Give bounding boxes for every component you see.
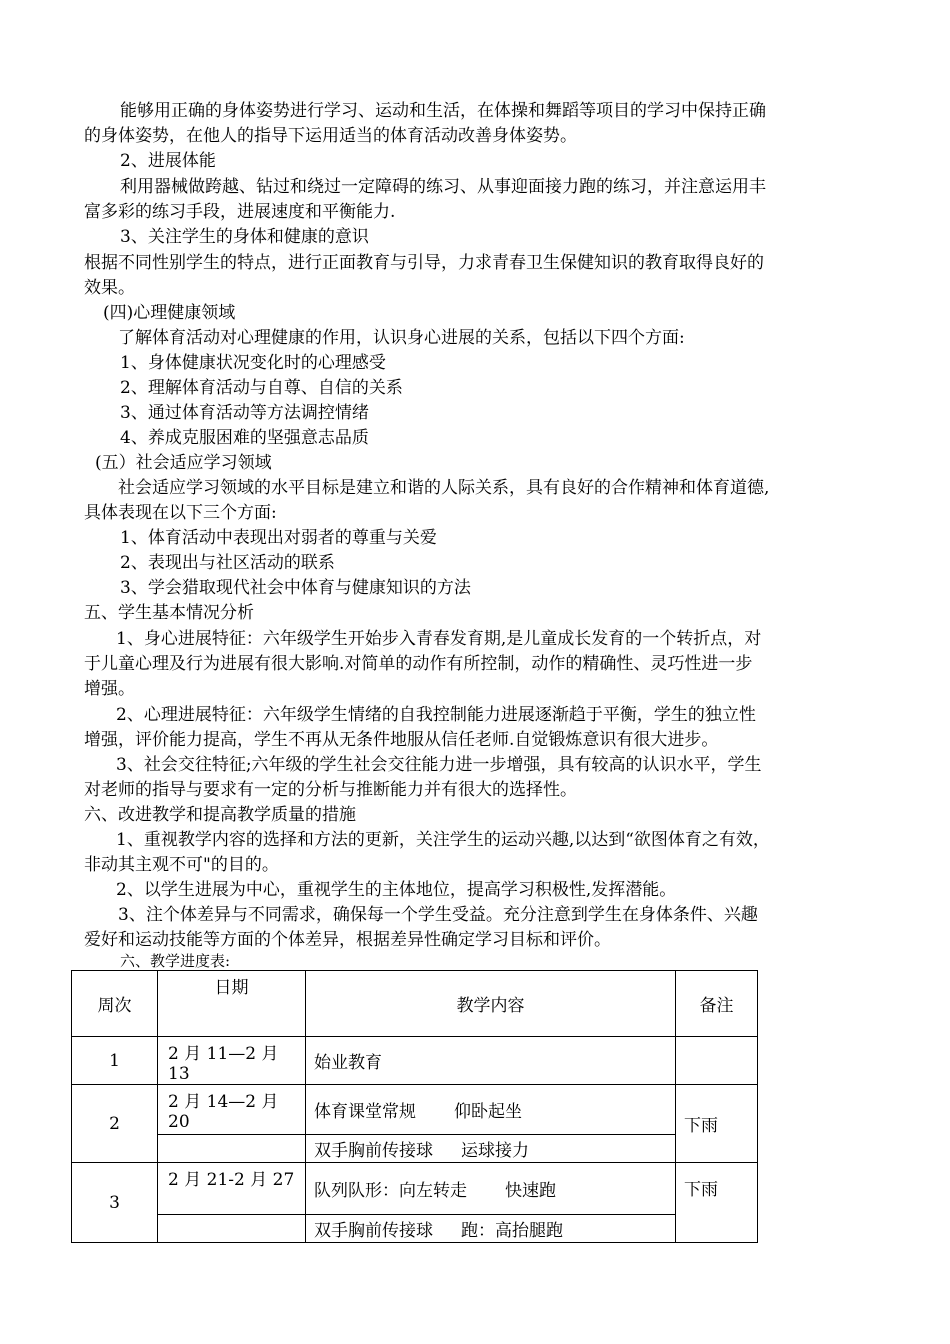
list-item: 3、学会猎取现代社会中体育与健康知识的方法 [120,578,471,598]
note-cell: 下雨 [676,1163,758,1243]
paragraph-line: 1、身心进展特征：六年级学生开始步入青春发育期,是儿童成长发育的一个转折点，对 [116,629,762,649]
paragraph-line: 社会适应学习领域的水平目标是建立和谐的人际关系，具有良好的合作精神和体育道德, [118,478,770,498]
paragraph-line: 2、以学生进展为中心，重视学生的主体地位，提高学习积极性,发挥潜能。 [116,880,677,900]
content-item: 双手胸前传接球 [314,1221,433,1241]
table-row [72,1163,758,1215]
paragraph-line: 1、重视教学内容的选择和方法的更新，关注学生的运动兴趣,以达到“欲图体育之有效， [116,830,770,850]
date-cell-empty [158,1215,306,1243]
table-caption: 六、教学进度表: [120,952,231,970]
week-cell: 3 [72,1163,158,1243]
content-item: 快速跑 [505,1181,556,1201]
content-item: 运球接力 [461,1141,529,1161]
paragraph-line: 非动其主观不可"的目的。 [84,855,279,875]
paragraph-line: 于儿童心理及行为进展有很大影响.对简单的动作有所控制，动作的精确性、灵巧性进一步 [84,654,753,674]
paragraph-line: 增强。 [84,679,135,699]
list-item: 3、通过体育活动等方法调控情绪 [120,403,369,423]
list-item: 4、养成克服困难的坚强意志品质 [120,428,369,448]
paragraph-line: 富多彩的练习手段，进展速度和平衡能力. [84,202,396,222]
header-content: 教学内容 [306,971,676,1037]
paragraph-line: 了解体育活动对心理健康的作用，认识身心进展的关系，包括以下四个方面: [118,328,685,348]
content-cell [306,1135,676,1163]
paragraph-line: 能够用正确的身体姿势进行学习、运动和生活，在体操和舞蹈等项目的学习中保持正确 [120,101,766,121]
paragraph-line: 的身体姿势，在他人的指导下运用适当的体育活动改善身体姿势。 [84,126,577,146]
section-heading: 六、改进教学和提高教学质量的措施 [84,805,356,825]
list-item: 1、体育活动中表现出对弱者的尊重与关爱 [120,528,437,548]
content-cell [306,1085,676,1135]
content-cell [306,1163,676,1215]
note-cell [676,1037,758,1085]
section-heading: 2、进展体能 [120,151,216,171]
list-item: 1、身体健康状况变化时的心理感受 [120,353,386,373]
note-cell: 下雨 [676,1085,758,1163]
header-note: 备注 [676,971,758,1037]
paragraph-line: 效果。 [84,278,135,298]
table-row [72,1085,758,1135]
paragraph-line: 对老师的指导与要求有一定的分析与推断能力并有很大的选择性。 [84,780,577,800]
table-row [72,1215,758,1243]
paragraph-line: 爱好和运动技能等方面的个体差异，根据差异性确定学习目标和评价。 [84,930,611,950]
date-cell-empty [158,1135,306,1163]
header-week: 周次 [72,971,158,1037]
table-row [72,1037,758,1085]
content-item: 队列队形：向左转走 [314,1181,467,1201]
paragraph-line: 2、心理进展特征：六年级学生情绪的自我控制能力进展逐渐趋于平衡，学生的独立性 [116,705,756,725]
section-heading: 五、学生基本情况分析 [84,603,254,623]
content-item: 体育课堂常规 [314,1102,416,1122]
table-header-row [72,971,758,1037]
section-heading: (四)心理健康领域 [103,303,236,323]
content-item: 仰卧起坐 [454,1102,522,1122]
header-date: 日期 [158,971,306,1037]
week-cell: 2 [72,1085,158,1163]
paragraph-line: 根据不同性别学生的特点，进行正面教育与引导，力求青春卫生保健知识的教育取得良好的 [84,253,764,273]
paragraph-line: 增强，评价能力提高，学生不再从无条件地服从信任老师.自觉锻炼意识有很大进步。 [84,730,719,750]
table-row [72,1135,758,1163]
date-cell: 2 月 14—2 月 20 [158,1085,306,1135]
section-heading: (五）社会适应学习领域 [95,453,272,473]
content-item: 双手胸前传接球 [314,1141,433,1161]
schedule-table [71,970,758,1243]
paragraph-line: 3、社会交往特征;六年级的学生社会交往能力进一步增强，具有较高的认识水平，学生 [116,755,762,775]
paragraph-line: 3、注个体差异与不同需求，确保每一个学生受益。充分注意到学生在身体条件、兴趣 [118,905,758,925]
list-item: 2、表现出与社区活动的联系 [120,553,335,573]
content-item: 跑：高抬腿跑 [461,1221,563,1241]
date-cell: 2 月 21-2 月 27 [158,1163,306,1215]
list-item: 2、理解体育活动与自尊、自信的关系 [120,378,403,398]
paragraph-line: 具体表现在以下三个方面: [84,503,277,523]
date-cell: 2 月 11—2 月 13 [158,1037,306,1085]
content-cell: 始业教育 [306,1037,676,1085]
section-heading: 3、关注学生的身体和健康的意识 [120,227,369,247]
paragraph-line: 利用器械做跨越、钻过和绕过一定障碍的练习、从事迎面接力跑的练习，并注意运用丰 [120,177,766,197]
content-cell [306,1215,676,1243]
week-cell: 1 [72,1037,158,1085]
